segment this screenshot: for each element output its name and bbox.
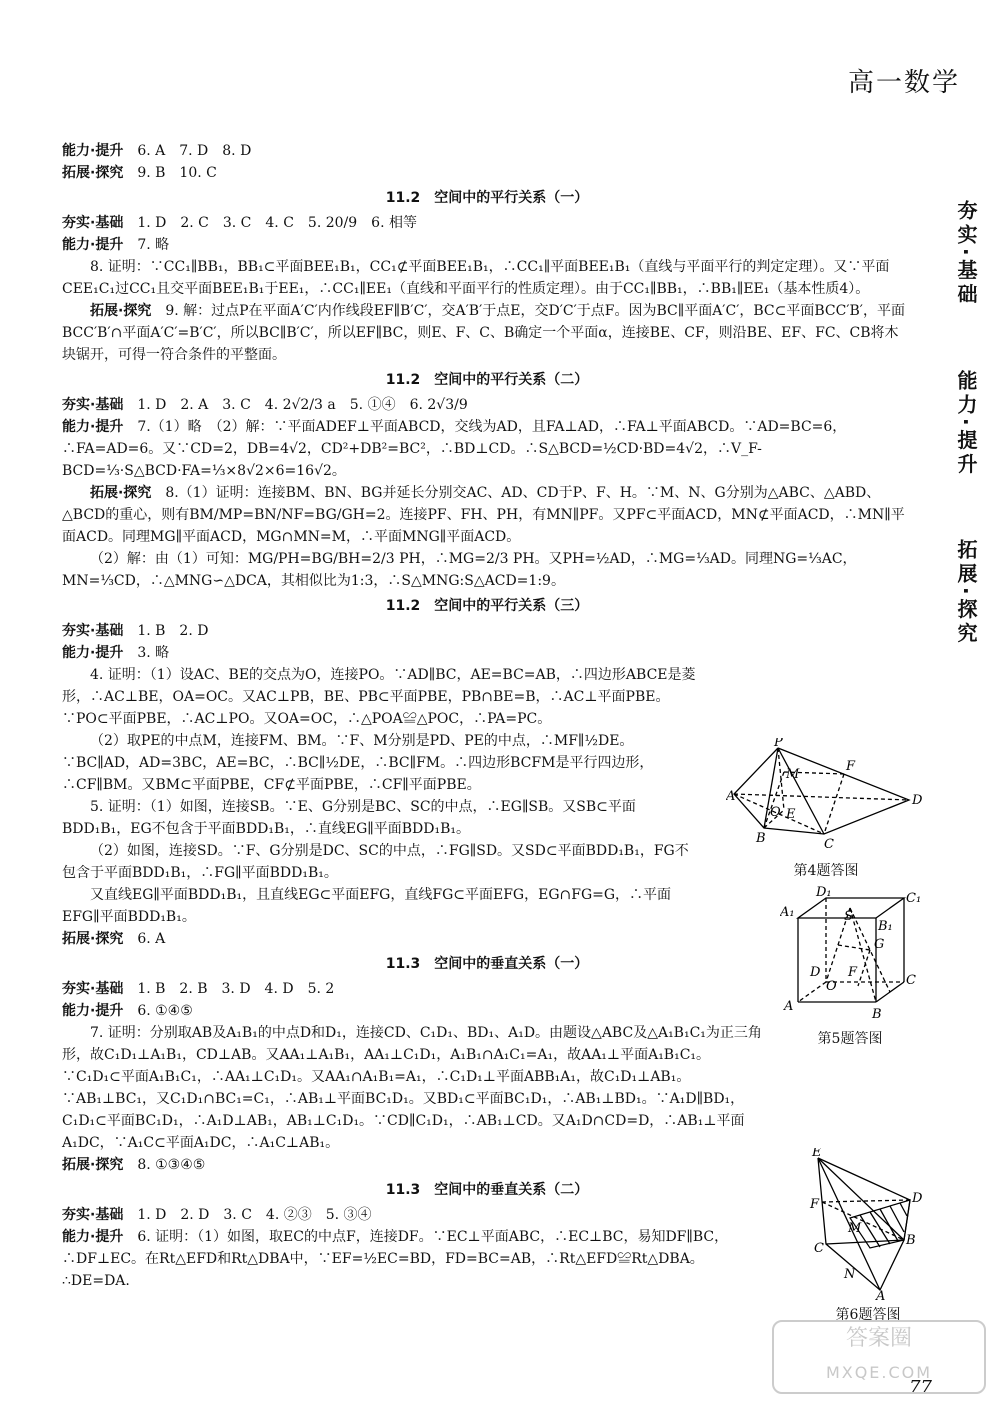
svg-text:B: B: [872, 1007, 882, 1022]
answer-line: [62, 1226, 762, 1270]
figure-6-diagram: [808, 1148, 928, 1300]
proof-paragraph: 又直线EG∥平面BDD₁B₁，且直线EG⊂平面EFG，直线FG⊂平面EFG，EG∩FG=G，∴平面EFG∥平面BDD₁B₁。: [62, 887, 672, 925]
svg-text:D₁: D₁: [816, 886, 832, 900]
answer-line: [62, 234, 912, 256]
svg-text:M: M: [848, 1221, 862, 1236]
section-label: 夯实·基础: [62, 1207, 124, 1223]
svg-text:D: D: [912, 793, 923, 808]
svg-text:B₁: B₁: [878, 919, 893, 934]
answer-text: 7. 略: [137, 237, 170, 253]
section-heading: 11.2 空间中的平行关系（二）: [385, 372, 589, 388]
svg-text:A: A: [876, 1289, 886, 1300]
answer-text: 6. 证明：（1）如图，取EC的中点F，连接DF。∵EC⊥平面ABC，∴EC⊥BC，易知DF∥BC，∴DF⊥EC。在Rt△EFD和Rt△DBA中，∵EF=½EC=BD，FD=BC=AB，∴Rt△EFD≌Rt△DBA。: [62, 1229, 729, 1267]
side-tabs: [952, 200, 986, 709]
section-heading: 11.2 空间中的平行关系（三）: [385, 598, 589, 614]
section-label: 能力·提升: [62, 419, 124, 435]
svg-text:C₁: C₁: [906, 891, 920, 906]
answer-line: [62, 300, 912, 366]
section-label: 夯实·基础: [62, 623, 124, 639]
answer-line: [62, 162, 912, 184]
figure-5-diagram: [780, 886, 920, 1024]
proof-paragraph: （2）取PE的中点M，连接FM、BM。∵F、M分别是PD、PE的中点，∴MF∥½DE。∵BC∥AD，AD=3BC，AE=BC，∴BC∥½DE，∴BC∥FM。∴四边形BCFM是平行四边形，∴CF∥BM。又BM⊂平面PBE，CF⊄平面PBE，∴CF∥平面PBE。: [62, 733, 654, 793]
answer-text: 3. 略: [137, 645, 170, 661]
figure-4: [726, 738, 926, 878]
answer-line: [62, 1154, 912, 1176]
side-tab-ability: 能力·提升: [954, 369, 978, 478]
watermark-logo: [772, 1320, 986, 1394]
section-label: 拓展·探究: [62, 931, 124, 947]
proof-paragraph: （2）解：由（1）可知：MG/PH=BG/BH=2/3 PH，∴MG=2/3 PH。又PH=½AD，∴MG=⅓AD。同理NG=⅓AC，MN=⅓CD，∴△MNG∽△DCA，其相似比为1:3，∴S△MNG:S△ACD=1:9。: [62, 551, 857, 589]
section-label: 能力·提升: [62, 237, 124, 253]
answer-text: 6. ①④⑤: [137, 1003, 193, 1019]
answer-line: [62, 212, 912, 234]
answer-text: 9. 解：过点P在平面A′C′内作线段EF∥B′C′，交A′B′于点E，交D′C′于点F。因为BC∥平面A′C′，BC⊂平面BCC′B′，平面BCC′B′∩平面A′C′=B′C′，所以BC∥B′C′，所以EF∥BC，则E、F、C、B确定一个平面α，连接BE、CF，则沿BE、EF、FC、CB将木块锯开，可得一符合条件的平整面。: [62, 303, 905, 363]
answer-content: [62, 140, 912, 1292]
section-heading: 11.2 空间中的平行关系（一）: [385, 190, 589, 206]
section-label: 夯实·基础: [62, 215, 124, 231]
answer-text: 6. A: [137, 931, 166, 947]
answer-text: 7.（1）略 （2）解：∵平面ADEF⊥平面ABCD，交线为AD，且FA⊥AD，∴FA⊥平面ABCD。∵AD=BC=6，∴FA=AD=6。又∵CD=2，DB=4√2，CD²+DB²=BC²，∴BD⊥CD。∴S△BCD=½CD·BD=4√2，∴V_F-BCD=⅓·S△BCD·FA=⅓×8√2×6=16√2。: [62, 419, 847, 479]
watermark-url: MXQE.COM: [825, 1363, 933, 1382]
svg-text:F: F: [848, 965, 858, 980]
section-label: 拓展·探究: [62, 165, 124, 181]
answer-line: [62, 620, 912, 642]
svg-text:A₁: A₁: [780, 905, 795, 920]
proof-paragraph: 4. 证明：（1）设AC、BE的交点为O，连接PO。∵AD∥BC，AE=BC=AB，∴四边形ABCE是菱形，∴AC⊥BE，OA=OC。又AC⊥PB，BE、PB⊂平面PBE，PB∩BE=B，∴AC⊥平面PBE。∵PO⊂平面PBE，∴AC⊥PO。又OA=OC，∴△POA≌△POC，∴PA=PC。: [62, 667, 696, 727]
svg-text:M: M: [786, 767, 800, 782]
answer-text: 6. A 7. D 8. D: [137, 143, 252, 159]
side-tab-foundation: 夯实·基础: [954, 200, 978, 308]
section-label: 能力·提升: [62, 1003, 124, 1019]
svg-text:A: A: [726, 789, 736, 804]
svg-text:G: G: [874, 937, 885, 952]
answer-text: 1. B 2. B 3. D 4. D 5. 2: [137, 981, 335, 997]
figure-4-caption: 第4题答图: [793, 863, 859, 879]
svg-text:D: D: [810, 965, 821, 980]
answer-text: 8. ①③④⑤: [137, 1157, 206, 1173]
figure-6-caption: 第6题答图: [835, 1307, 901, 1323]
svg-text:O: O: [770, 805, 781, 820]
svg-text:P: P: [774, 738, 783, 750]
figure-5: [780, 886, 920, 1056]
svg-text:C: C: [814, 1241, 824, 1256]
svg-text:E: E: [786, 807, 796, 822]
answer-line: [62, 394, 912, 416]
section-label: 夯实·基础: [62, 981, 124, 997]
answer-text: 1. B 2. D: [137, 623, 209, 639]
svg-text:B: B: [906, 1233, 916, 1248]
figure-4-diagram: [726, 738, 926, 856]
answer-line: [62, 482, 912, 548]
page-header-title: 高一数学: [847, 68, 960, 98]
section-heading: 11.3 空间中的垂直关系（二）: [385, 1182, 589, 1198]
proof-paragraph: 7. 证明：分别取AB及A₁B₁的中点D和D₁，连接CD、C₁D₁、BD₁、A₁D。由题设△ABC及△A₁B₁C₁为正三角形，故C₁D₁⊥A₁B₁，CD⊥AB。又AA₁⊥A₁B₁，AA₁⊥C₁D₁，A₁B₁∩A₁C₁=A₁，故AA₁⊥平面A₁B₁C₁。∵C₁D₁⊂平面A₁B₁C₁，∴AA₁⊥C₁D₁。又AA₁∩A₁B₁=A₁，∴C₁D₁⊥平面ABB₁A₁，故C₁D₁⊥AB₁。∵AB₁⊥BC₁，又C₁D₁∩BC₁=C₁，∴AB₁⊥平面BC₁D₁。又BD₁⊂平面BC₁D₁，∴AB₁⊥BD₁。∵A₁D∥BD₁，C₁D₁⊂平面BC₁D₁，∴A₁D⊥AB₁，AB₁⊥C₁D₁。∵CD∥C₁D₁，∴AB₁⊥CD。又A₁D∩CD=D，∴AB₁⊥平面A₁DC，∵A₁C⊂平面A₁DC，∴A₁C⊥AB₁。: [62, 1025, 762, 1151]
svg-text:F: F: [846, 759, 856, 774]
answer-line: [62, 1204, 912, 1226]
svg-text:C: C: [906, 973, 916, 988]
answer-text: 8.（1）证明：连接BM、BN、BG并延长分别交AC、AD、CD于P、F、H。∵M、N、G分别为△ABC、△ABD、△BCD的重心，则有BM/MP=BN/NF=BG/GH=2。连接PF、FH、PH，有MN∥PF。又PF⊂平面ACD，MN⊄平面ACD，∴MN∥平面ACD。同理MG∥平面ACD，MG∩MN=M，∴平面MNG∥平面ACD。: [62, 485, 905, 545]
answer-text: 1. D 2. D 3. C 4. ②③ 5. ③④: [137, 1207, 372, 1223]
watermark-title: 答案圈: [845, 1326, 912, 1351]
svg-text:A: A: [784, 999, 794, 1014]
svg-text:D: D: [912, 1191, 923, 1206]
side-tab-extension: 拓展·探究: [954, 539, 978, 647]
answer-text: 9. B 10. C: [137, 165, 217, 181]
answer-text: 1. D 2. A 3. C 4. 2√2/3 a 5. ①④ 6. 2√3/9: [137, 397, 468, 413]
svg-text:E: E: [812, 1148, 822, 1160]
proof-paragraph: 5. 证明：（1）如图，连接SB。∵E、G分别是BC、SC的中点，∴EG∥SB。又SB⊂平面BDD₁B₁，EG不包含于平面BDD₁B₁，∴直线EG∥平面BDD₁B₁。: [62, 799, 636, 837]
svg-text:B: B: [756, 831, 766, 846]
section-label: 能力·提升: [62, 1229, 124, 1245]
section-label: 拓展·探究: [62, 1157, 124, 1173]
figure-6: [808, 1148, 928, 1328]
answer-text: 1. D 2. C 3. C 4. C 5. 20/9 6. 相等: [137, 215, 417, 231]
section-heading: 11.3 空间中的垂直关系（一）: [385, 956, 589, 972]
svg-text:O: O: [826, 979, 837, 994]
answer-line: [62, 642, 912, 664]
proof-paragraph: ∴DE=DA.: [62, 1273, 130, 1289]
svg-text:F: F: [810, 1197, 820, 1212]
section-label: 能力·提升: [62, 143, 124, 159]
svg-text:N: N: [844, 1267, 856, 1282]
svg-text:C: C: [824, 837, 834, 852]
svg-text:S: S: [844, 909, 853, 924]
section-label: 能力·提升: [62, 645, 124, 661]
section-label: 夯实·基础: [62, 397, 124, 413]
section-label: 拓展·探究: [90, 303, 152, 319]
answer-line: [62, 140, 912, 162]
section-label: 拓展·探究: [90, 485, 152, 501]
proof-paragraph: （2）如图，连接SD。∵F、G分别是DC、SC的中点，∴FG∥SD。又SD⊂平面BDD₁B₁，FG不包含于平面BDD₁B₁，∴FG∥平面BDD₁B₁。: [62, 843, 689, 881]
proof-paragraph: 8. 证明：∵CC₁∥BB₁，BB₁⊂平面BEE₁B₁，CC₁⊄平面BEE₁B₁，∴CC₁∥平面BEE₁B₁（直线与平面平行的判定定理）。又∵平面CEE₁C₁过CC₁且交平面BEE₁B₁于EE₁，∴CC₁∥EE₁（直线和平面平行的性质定理）。由于CC₁∥BB₁，∴BB₁∥EE₁（基本性质4）。: [62, 259, 890, 297]
figure-5-caption: 第5题答图: [817, 1031, 883, 1047]
page-number: 77: [909, 1377, 932, 1398]
answer-line: [62, 416, 912, 482]
